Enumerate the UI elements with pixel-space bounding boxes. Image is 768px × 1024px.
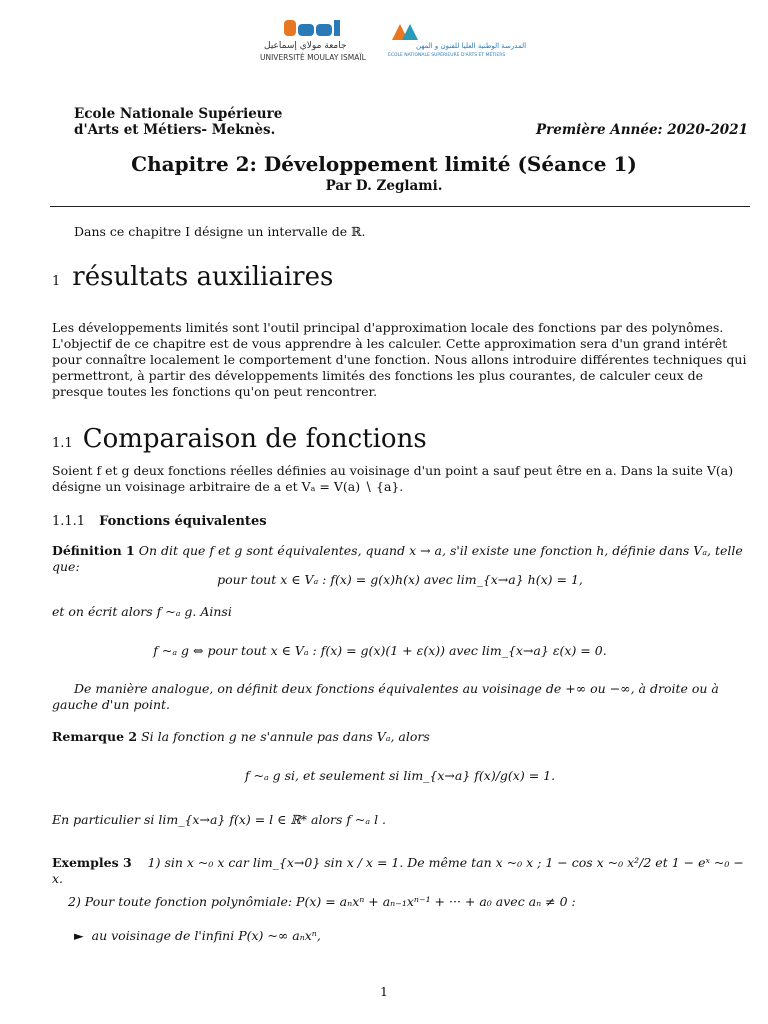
section-title: Comparaison de fonctions (82, 424, 427, 454)
definition-block (52, 543, 750, 575)
definition-text-2: et on écrit alors f ~ₐ g. Ainsi (52, 604, 232, 619)
page-number: 1 (380, 984, 388, 999)
intro-text: Dans ce chapitre I désigne un intervalle de ℝ. (74, 224, 366, 239)
logo-ensam-text: ÉCOLE NATIONALE SUPÉRIEURE D'ARTS ET MÉTIERS (388, 53, 506, 58)
section-number: 1 (52, 274, 61, 289)
examples-line-2: 2) Pour toute fonction polynômiale: P(x) = aₙxⁿ + aₙ₋₁xⁿ⁻¹ + ··· + a₀ avec aₙ ≠ 0 : (68, 894, 576, 909)
section-1-heading (52, 262, 333, 292)
logo-ensam-arabic: المدرسة الوطنية العليا للفنون و المهن (416, 42, 527, 50)
section-number: 1.1 (52, 436, 73, 451)
definition-text-3: De manière analogue, on définit deux fonctions équivalentes au voisinage de +∞ ou −∞, à droite ou à gauche d'un point. (52, 681, 719, 712)
chapter-title: Chapitre 2: Développement limité (Séance 1) (131, 152, 637, 176)
academic-year: Première Année: 2020-2021 (536, 122, 748, 138)
bullet-icon: ► (74, 928, 84, 943)
examples-bullet-text: au voisinage de l'infini P(x) ~∞ aₙxⁿ, (91, 928, 321, 943)
remark-block (52, 729, 750, 745)
institution-line-2: d'Arts et Métiers- Meknès. (74, 122, 276, 138)
definition-formula-1: pour tout x ∈ Vₐ : f(x) = g(x)h(x) avec lim_{x→a} h(x) = 1, (217, 572, 583, 587)
examples-line-1: 1) sin x ~₀ x car lim_{x→0} sin x / x = 1. De même tan x ~₀ x ; 1 − cos x ~₀ x²/2 et 1 − eˣ ~₀ − x. (52, 855, 744, 886)
logo-university-text: UNIVERSITÉ MOULAY ISMAÏL (260, 53, 366, 62)
header-logos (260, 18, 527, 68)
author: Par D. Zeglami. (325, 178, 443, 194)
section-1-paragraph: Les développements limités sont l'outil principal d'approximation locale des fonctions par des polynômes. L'objectif de ce chapitre est de vous apprendre à les calculer. Cette approximation sera d'un grand intérêt pour connaître localement le comportement d'une fonction. Nous allons introduire différentes techniques qui permettront, à partir des développements limités des fonctions les plus courantes, de calculer ceux de presque toutes les fonctions qu'on peut rencontrer. (52, 320, 747, 399)
remark-text-2: En particulier si lim_{x→a} f(x) = l ∈ ℝ* alors f ~ₐ l . (52, 812, 387, 827)
examples-label: Exemples 3 (52, 855, 132, 870)
examples-block (52, 855, 750, 887)
definition-text: On dit que f et g sont équivalentes, quand x → a, s'il existe une fonction h, définie dans Vₐ, telle que: (52, 543, 743, 574)
examples-bullet (74, 928, 750, 944)
definition-label: Définition 1 (52, 543, 135, 558)
remark-formula: f ~ₐ g si, et seulement si lim_{x→a} f(x)/g(x) = 1. (244, 768, 556, 783)
institution-name (74, 106, 282, 138)
definition-formula-2: f ~ₐ g ⇔ pour tout x ∈ Vₐ : f(x) = g(x)(1 + ε(x)) avec lim_{x→a} ε(x) = 0. (153, 643, 607, 658)
section-1-1-1-heading (52, 514, 267, 529)
remark-text: Si la fonction g ne s'annule pas dans Vₐ, alors (141, 729, 430, 744)
section-1-1-paragraph: Soient f et g deux fonctions réelles définies au voisinage d'un point a sauf peut être en a. Dans la suite V(a) désigne un voisinage arbitraire de a et Vₐ = V(a) ∖ {a}. (52, 463, 734, 494)
section-1-1-heading (52, 424, 427, 454)
header-divider (50, 206, 750, 207)
section-number: 1.1.1 (52, 514, 86, 529)
institution-line-1: Ecole Nationale Supérieure (74, 106, 283, 122)
remark-label: Remarque 2 (52, 729, 138, 744)
section-title: résultats auxiliaires (72, 262, 334, 292)
logo-arabic-text: جامعة مولاي إسماعيل (264, 41, 347, 51)
university-logos-icon (260, 18, 527, 68)
section-title: Fonctions équivalentes (99, 514, 267, 529)
